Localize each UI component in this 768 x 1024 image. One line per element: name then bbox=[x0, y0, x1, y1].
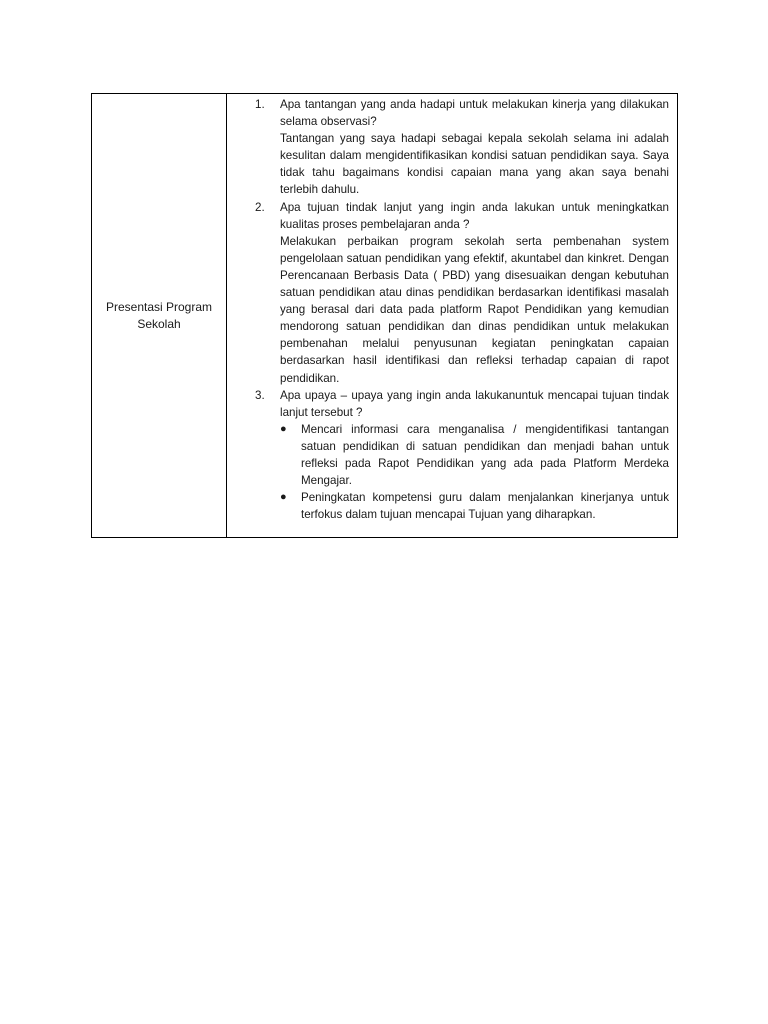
content-body bbox=[227, 94, 677, 537]
question-item-2 bbox=[227, 199, 669, 387]
question-text: Apa tantangan yang anda hadapi untuk melakukan kinerja yang dilakukan selama observasi? bbox=[280, 98, 669, 129]
list-item bbox=[280, 489, 669, 523]
document-table bbox=[91, 93, 678, 538]
question-text: Apa upaya – upaya yang ingin anda lakukanuntuk mencapai tujuan tindak lanjut tersebut ? bbox=[280, 388, 669, 419]
question-item-3 bbox=[227, 387, 669, 524]
question-number: 2. bbox=[255, 200, 265, 214]
question-item-1 bbox=[227, 96, 669, 199]
topic-cell bbox=[92, 94, 227, 538]
bullet-text: Mencari informasi cara menganalisa / mengidentifikasi tantangan satuan pendidikan di satuan pendidikan dan menjadi bahan untuk refleksi pada Rapot Pendidikan yang ada pada Platform Merdeka Mengajar. bbox=[301, 422, 669, 488]
content-cell bbox=[227, 94, 678, 538]
question-number: 3. bbox=[255, 388, 265, 402]
bullet-text: Peningkatan kompetensi guru dalam menjalankan kinerjanya untuk terfokus dalam tujuan mencapai Tujuan yang diharapkan. bbox=[301, 491, 669, 522]
table-row bbox=[92, 94, 678, 538]
answer-text: Tantangan yang saya hadapi sebagai kepala sekolah selama ini adalah kesulitan dalam mengidentifikasikan kondisi satuan pendidikan saya. Saya tidak tahu bagaimans kondisi capaian mana yang akan saya benahi terlebih dahulu. bbox=[280, 132, 669, 197]
topic-label: Presentasi Program Sekolah bbox=[105, 299, 213, 331]
question-list bbox=[227, 96, 669, 523]
answer-bullet-list bbox=[280, 421, 669, 524]
bullet-icon: ● bbox=[280, 491, 287, 504]
answer-text: Melakukan perbaikan program sekolah serta pembenahan system pengelolaan satuan pendidikan yang efektif, akuntabel dan kinkret. Dengan Perencanaan Berbasis Data ( PBD) yang disesuaikan dengan kebutuhan satuan pendidikan atau dinas pendidikan berdasarkan identifikasi masalah yang berasal dari data pada platform Rapot Pendidikan yang kemudian mendorong satuan pendidikan dan dinas pendidikan untuk melakukan pembenahan melalui penyusunan kegiatan peningkatan capaian berdasarkan hasil identifikasi dan refleksi terhadap capaian di rapot pendidikan. bbox=[280, 234, 669, 385]
question-number: 1. bbox=[255, 98, 265, 111]
question-text: Apa tujuan tindak lanjut yang ingin anda lakukan untuk meningkatkan kualitas proses pembelajaran anda ? bbox=[280, 200, 669, 231]
bullet-icon: ● bbox=[280, 422, 287, 435]
list-item bbox=[280, 421, 669, 489]
